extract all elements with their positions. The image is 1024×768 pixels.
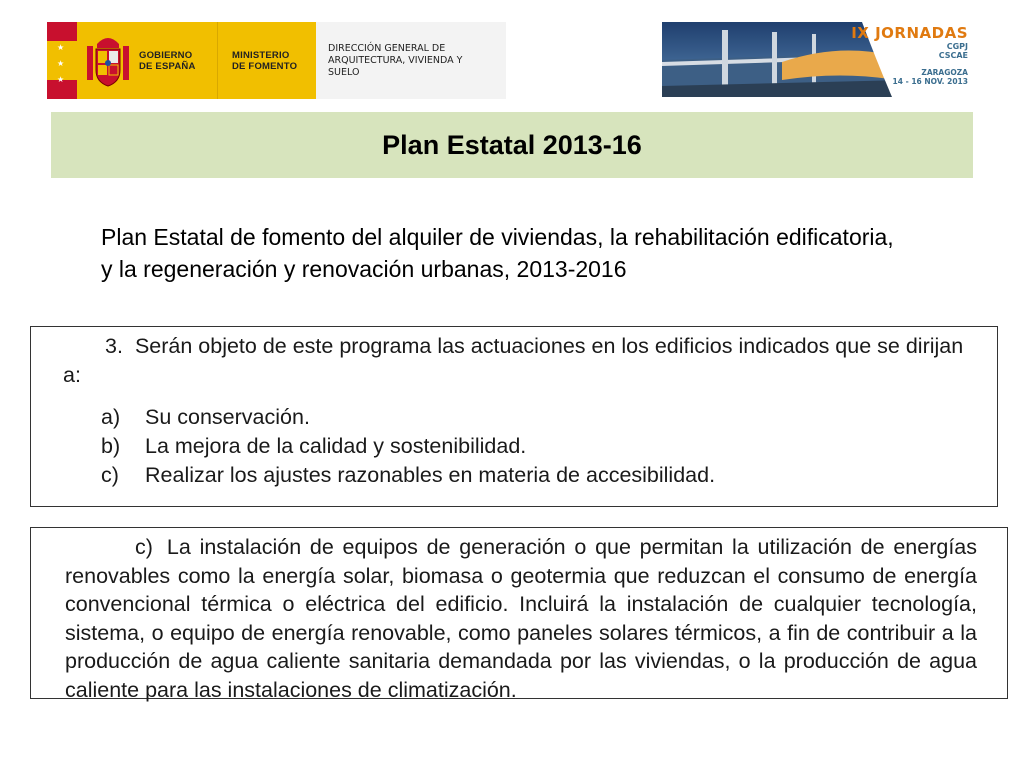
paragraph-text: La instalación de equipos de generación o que permitan la utilización de energías renovables como la energía solar, biomasa o geotermia que reduzcan el consumo de energía convencional térmica o eléctrica del edificio. Incluirá la instalación de cualquier tecnología, sistema, o equipo de energía renovable, como paneles solares térmicos, a fin de contribuir a la producción de agua caliente sanitaria demandada por las viviendas, o la producción de agua caliente para las instalaciones de climatización.: [65, 535, 977, 702]
direction-name: DIRECCIÓN GENERAL DE ARQUITECTURA, VIVIENDA Y SUELO: [328, 42, 463, 78]
item-letter: c): [101, 463, 119, 487]
page-title: Plan Estatal 2013-16: [382, 129, 642, 160]
eu-flag-icon: ★ ★ ★: [47, 22, 77, 99]
government-logo: [47, 22, 506, 99]
event-text: [851, 24, 968, 86]
item-text: La mejora de la calidad y sostenibilidad.: [145, 434, 527, 458]
government-name: GOBIERNO DE ESPAÑA: [139, 49, 196, 72]
title-bar: [51, 112, 973, 178]
list-item: [101, 403, 715, 432]
paragraph-letter: c): [135, 535, 153, 559]
coat-of-arms-icon: [85, 32, 131, 90]
ministry-name: MINISTERIO DE FOMENTO: [232, 49, 298, 72]
list-item: [101, 461, 715, 490]
excerpt-list: [101, 403, 715, 490]
item-letter: b): [101, 434, 121, 458]
event-dates: 14 - 16 NOV. 2013: [892, 77, 968, 86]
excerpt-box-renewables: [30, 527, 1008, 702]
event-org-1: CGPJ: [946, 42, 968, 51]
event-title: IX JORNADAS: [851, 24, 968, 42]
excerpt-box-conservation: [30, 326, 998, 507]
event-city: ZARAGOZA: [921, 68, 968, 77]
event-logo: [662, 22, 972, 97]
subtitle: Plan Estatal de fomento del alquiler de viviendas, la rehabilitación edificatoria, y la regeneración y renovación urbanas, 2013-2016: [101, 224, 894, 282]
ministry-block: [217, 22, 316, 99]
item-letter: a): [101, 405, 121, 429]
clause-number: 3.: [105, 334, 123, 358]
event-org-2: CSCAE: [938, 51, 968, 60]
government-block: [77, 22, 217, 99]
excerpt-paragraph: [65, 533, 977, 705]
excerpt-intro: [63, 332, 983, 390]
clause-text: Serán objeto de este programa las actuaciones en los edificios indicados que se dirijan a:: [63, 334, 964, 387]
item-text: Su conservación.: [145, 405, 310, 429]
item-text: Realizar los ajustes razonables en materia de accesibilidad.: [145, 463, 716, 487]
list-item: [101, 432, 715, 461]
